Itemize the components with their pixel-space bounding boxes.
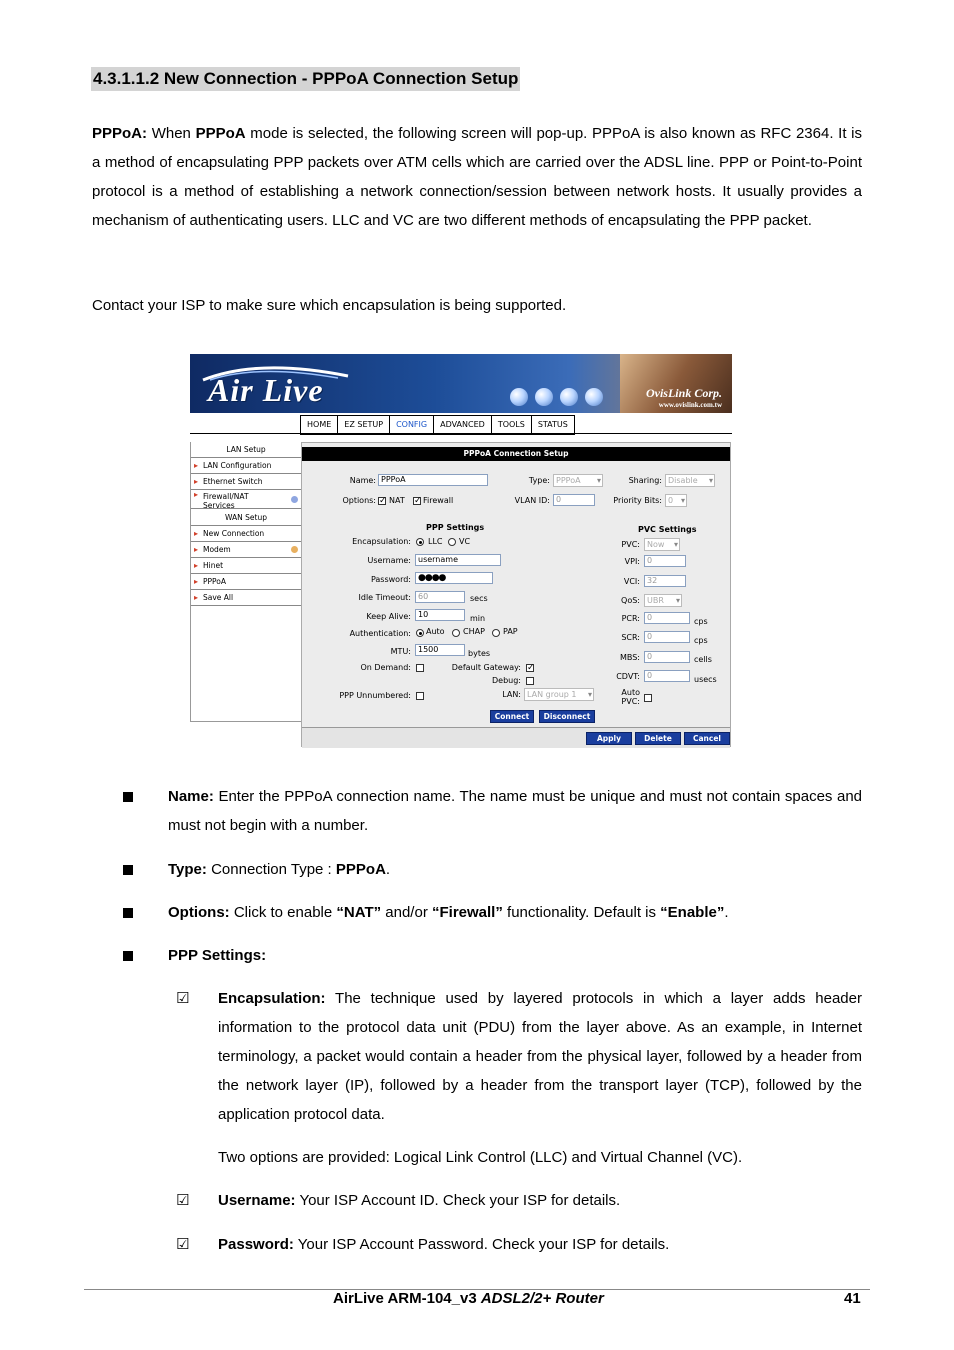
bullet-icon (123, 908, 133, 918)
sharing-select[interactable]: Disable ▾ (665, 474, 715, 487)
check-encapsulation (218, 984, 862, 1129)
bullet-end: . (385, 861, 391, 878)
sidebar-item-label: Modem (203, 545, 231, 554)
intro-term: PPPoA: (92, 125, 148, 142)
sidebar-item-hinet[interactable]: ▸ Hinet (191, 558, 301, 574)
mbs-unit: cells (694, 655, 712, 664)
auto-pvc-checkbox[interactable] (644, 694, 652, 702)
encapsulation-options-note: Two options are provided: Logical Link Control (LLC) and Virtual Channel (VC). (218, 1149, 743, 1166)
auth-auto-radio[interactable] (416, 629, 424, 637)
cdvt-unit: usecs (694, 675, 717, 684)
ppp-unnumbered-label: PPP Unnumbered: (339, 691, 411, 700)
mtu-label: MTU: (390, 647, 411, 656)
pcr-label: PCR: (621, 614, 640, 623)
on-demand-label: On Demand: (360, 663, 411, 672)
cancel-button[interactable]: Cancel (684, 732, 730, 745)
type-label: Type: (528, 476, 550, 485)
scr-input[interactable]: 0 (644, 631, 690, 643)
options-label: Options: (342, 496, 376, 505)
nav-home[interactable]: HOME (301, 416, 338, 434)
priority-bits-select[interactable]: 0 ▾ (665, 494, 687, 507)
idle-timeout-unit: secs (470, 594, 488, 603)
delete-button[interactable]: Delete (635, 732, 681, 745)
intro-text-2: mode is selected, the following screen will pop-up. PPPoA is also known as RFC 2364. It is a method of encapsulating PPP packets over ATM cells which are carried over the ADSL line. PPP or Point-to-Point protocol is a method of establishing a network connection/session between network hosts. It usually provides a mechanism of authenticating users. LLC and VC are two different methods of encapsulating the PPP packet. (92, 125, 863, 229)
sidebar-header-lan: LAN Setup (191, 442, 301, 458)
globe-icon (585, 388, 603, 406)
check-text: Your ISP Account ID. Check your ISP for details. (299, 1192, 621, 1209)
keep-alive-unit: min (470, 614, 486, 623)
username-input[interactable]: username (415, 554, 501, 566)
section-heading: 4.3.1.1.2 New Connection - PPPoA Connection Setup (91, 67, 520, 91)
encap-llc-radio[interactable] (416, 538, 424, 546)
sidebar-item-save-all[interactable]: ▸ Save All (191, 590, 301, 606)
firewall-checkbox[interactable] (413, 497, 421, 505)
sidebar-item-new-connection[interactable]: ▸ New Connection (191, 526, 301, 542)
bullet-name (168, 782, 862, 840)
disconnect-button[interactable]: Disconnect (539, 710, 595, 723)
bullet-ppp-settings (168, 941, 862, 970)
qos-label: QoS: (621, 596, 640, 605)
check-term: Encapsulation: (218, 990, 326, 1007)
mbs-input[interactable]: 0 (644, 651, 690, 663)
bullet-term: Options: (168, 904, 230, 921)
nav-tools[interactable]: TOOLS (492, 416, 532, 434)
globe-icon (535, 388, 553, 406)
qos-select[interactable]: UBR ▾ (644, 594, 682, 607)
check-text: Your ISP Account Password. Check your ISP for details. (297, 1236, 670, 1253)
bullet-text: and/or (385, 904, 428, 921)
footer-page-number: 41 (844, 1290, 861, 1307)
action-bar (302, 727, 730, 748)
check-password (218, 1230, 862, 1259)
router-screenshot (190, 354, 732, 748)
panel-title: PPPoA Connection Setup (302, 447, 730, 461)
checkbox-icon: ☑ (176, 990, 190, 1007)
bullet-text: Enter the PPPoA connection name. The name must be unique and must not contain spaces and must not begin with a number. (168, 788, 863, 834)
bullet-term: Type: (168, 861, 207, 878)
ppp-settings-heading: PPP Settings (426, 523, 485, 532)
auth-chap-label: CHAP (463, 627, 485, 636)
auth-auto-label: Auto (426, 627, 445, 636)
footer-product-name: AirLive ARM-104_v3 (333, 1290, 477, 1307)
sharing-label: Sharing: (628, 476, 662, 485)
status-dot-icon (291, 496, 298, 503)
password-label: Password: (370, 575, 411, 584)
bullet-end: . (724, 904, 729, 921)
default-gateway-checkbox[interactable] (526, 664, 534, 672)
intro-mode: PPPoA (195, 125, 246, 142)
bullet-text: Click to enable (233, 904, 333, 921)
router-banner (190, 354, 732, 413)
pvc-select[interactable]: Now ▾ (644, 538, 680, 551)
checkbox-icon: ☑ (176, 1192, 190, 1209)
contact-note: Contact your ISP to make sure which encapsulation is being supported. (92, 297, 567, 314)
mbs-label: MBS: (619, 653, 640, 662)
bullet-firewall: “Firewall” (432, 904, 503, 921)
idle-timeout-input[interactable]: 60 (415, 591, 465, 603)
scr-label: SCR: (621, 633, 640, 642)
intro-paragraph (92, 119, 862, 235)
lan-select[interactable]: LAN group 1 ▾ (524, 688, 594, 701)
bullet-icon (123, 951, 133, 961)
check-icon: ✓ (379, 496, 387, 506)
nav-ez-setup[interactable]: EZ SETUP (338, 416, 390, 434)
check-icon: ✓ (414, 496, 422, 506)
type-select[interactable]: PPPoA ▾ (553, 474, 603, 487)
authentication-label: Authentication: (349, 629, 411, 638)
debug-label: Debug: (491, 676, 521, 685)
keep-alive-input[interactable]: 10 (415, 609, 465, 621)
status-dot-icon (291, 546, 298, 553)
checkbox-icon: ☑ (176, 1236, 190, 1253)
mtu-unit: bytes (468, 649, 491, 658)
nav-status[interactable]: STATUS (537, 420, 568, 429)
globe-icons (510, 388, 610, 410)
sidebar-item-firewall-nat[interactable] (191, 490, 301, 509)
vlan-label: VLAN ID: (514, 496, 550, 505)
bullet-options (168, 898, 862, 927)
lan-label: LAN: (502, 690, 521, 699)
pppoa-setup-panel (301, 442, 731, 747)
vpi-input[interactable]: 0 (644, 555, 686, 567)
pvc-settings-heading: PVC Settings (638, 525, 697, 534)
name-input[interactable]: PPPoA (378, 474, 488, 486)
globe-icon (560, 388, 578, 406)
top-nav (300, 415, 575, 435)
intro-text-1: When (151, 125, 191, 142)
brand-name: OvisLink Corp. (645, 386, 722, 400)
encapsulation-label: Encapsulation: (352, 537, 411, 546)
sidebar-header-wan: WAN Setup (191, 510, 301, 526)
auth-pap-radio[interactable] (492, 629, 500, 637)
vpi-label: VPI: (624, 557, 640, 566)
pvc-label: PVC: (621, 540, 640, 549)
firewall-label: Firewall (423, 496, 454, 505)
username-label: Username: (367, 556, 411, 565)
connect-button[interactable]: Connect (490, 710, 534, 723)
vci-input[interactable]: 32 (644, 575, 686, 587)
bullet-nat: “NAT” (336, 904, 382, 921)
globe-icon (510, 388, 528, 406)
priority-bits-label: Priority Bits: (613, 496, 662, 505)
sidebar-item-lan-configuration[interactable]: ▸ LAN Configuration (191, 458, 301, 474)
check-term: Username: (218, 1192, 296, 1209)
bullet-text: Connection Type : (211, 861, 332, 878)
apply-button[interactable]: Apply (586, 732, 632, 745)
pcr-input[interactable]: 0 (644, 612, 690, 624)
debug-checkbox[interactable] (526, 677, 534, 685)
nav-divider (190, 433, 732, 434)
password-dots: ●●●● (418, 573, 446, 583)
check-icon: ✓ (527, 663, 535, 673)
pcr-unit: cps (694, 617, 708, 626)
sidebar-item-ethernet-switch[interactable]: ▸ Ethernet Switch (191, 474, 301, 490)
encap-vc-radio[interactable] (448, 538, 456, 546)
footer-model: ADSL2/2+ Router (480, 1290, 604, 1307)
vlan-input[interactable]: 0 (553, 494, 595, 506)
sidebar-item-label: ▸ Firewall/NAT Services (203, 492, 249, 510)
sidebar (190, 442, 302, 722)
nat-checkbox[interactable] (378, 497, 386, 505)
bullet-icon (123, 865, 133, 875)
bullet-value: PPPoA (335, 861, 386, 878)
cdvt-label: CDVT: (616, 672, 640, 681)
password-input[interactable] (415, 572, 493, 584)
nav-advanced[interactable]: ADVANCED (434, 416, 492, 434)
mtu-input[interactable]: 1500 (415, 644, 465, 656)
nav-config[interactable]: CONFIG (390, 416, 434, 434)
sidebar-item-modem[interactable] (191, 542, 301, 558)
airlive-logo: Air Live (208, 372, 324, 408)
default-gateway-label: Default Gateway: (451, 663, 521, 672)
ovislink-brand (646, 387, 722, 411)
bullet-term: Name: (168, 788, 214, 805)
encap-vc-label: VC (459, 537, 471, 546)
scr-unit: cps (694, 636, 708, 645)
name-label: Name: (349, 476, 376, 485)
check-username (218, 1186, 862, 1215)
cdvt-input[interactable]: 0 (644, 670, 690, 682)
auth-chap-radio[interactable] (452, 629, 460, 637)
vci-label: VCI: (623, 577, 640, 586)
auto-pvc-label: Auto PVC: (621, 688, 640, 706)
brand-url: www.ovislink.com.tw (658, 401, 722, 409)
nat-label: NAT (389, 496, 405, 505)
sidebar-item-pppoa[interactable]: ▸ PPPoA (191, 574, 301, 590)
bullet-term: PPP Settings: (168, 947, 267, 964)
ppp-unnumbered-checkbox[interactable] (416, 692, 424, 700)
footer-product (333, 1289, 604, 1309)
bullet-icon (123, 792, 133, 802)
on-demand-checkbox[interactable] (416, 664, 424, 672)
bullet-enable: “Enable” (660, 904, 725, 921)
bullet-text: functionality. Default is (507, 904, 656, 921)
auth-pap-label: PAP (503, 627, 518, 636)
check-term: Password: (218, 1236, 294, 1253)
bullet-type (168, 855, 862, 884)
encap-llc-label: LLC (428, 537, 443, 546)
idle-timeout-label: Idle Timeout: (358, 593, 411, 602)
keep-alive-label: Keep Alive: (366, 612, 411, 621)
check-text: The technique used by layered protocols in which a layer adds header information to the protocol data unit (PDU) from the layer above. As an example, in Internet terminology, a packet would contain a header from the physical layer, followed by a header from the network layer (IP), followed by a header from the transport layer (TCP), followed by the application protocol data. (218, 990, 862, 1123)
